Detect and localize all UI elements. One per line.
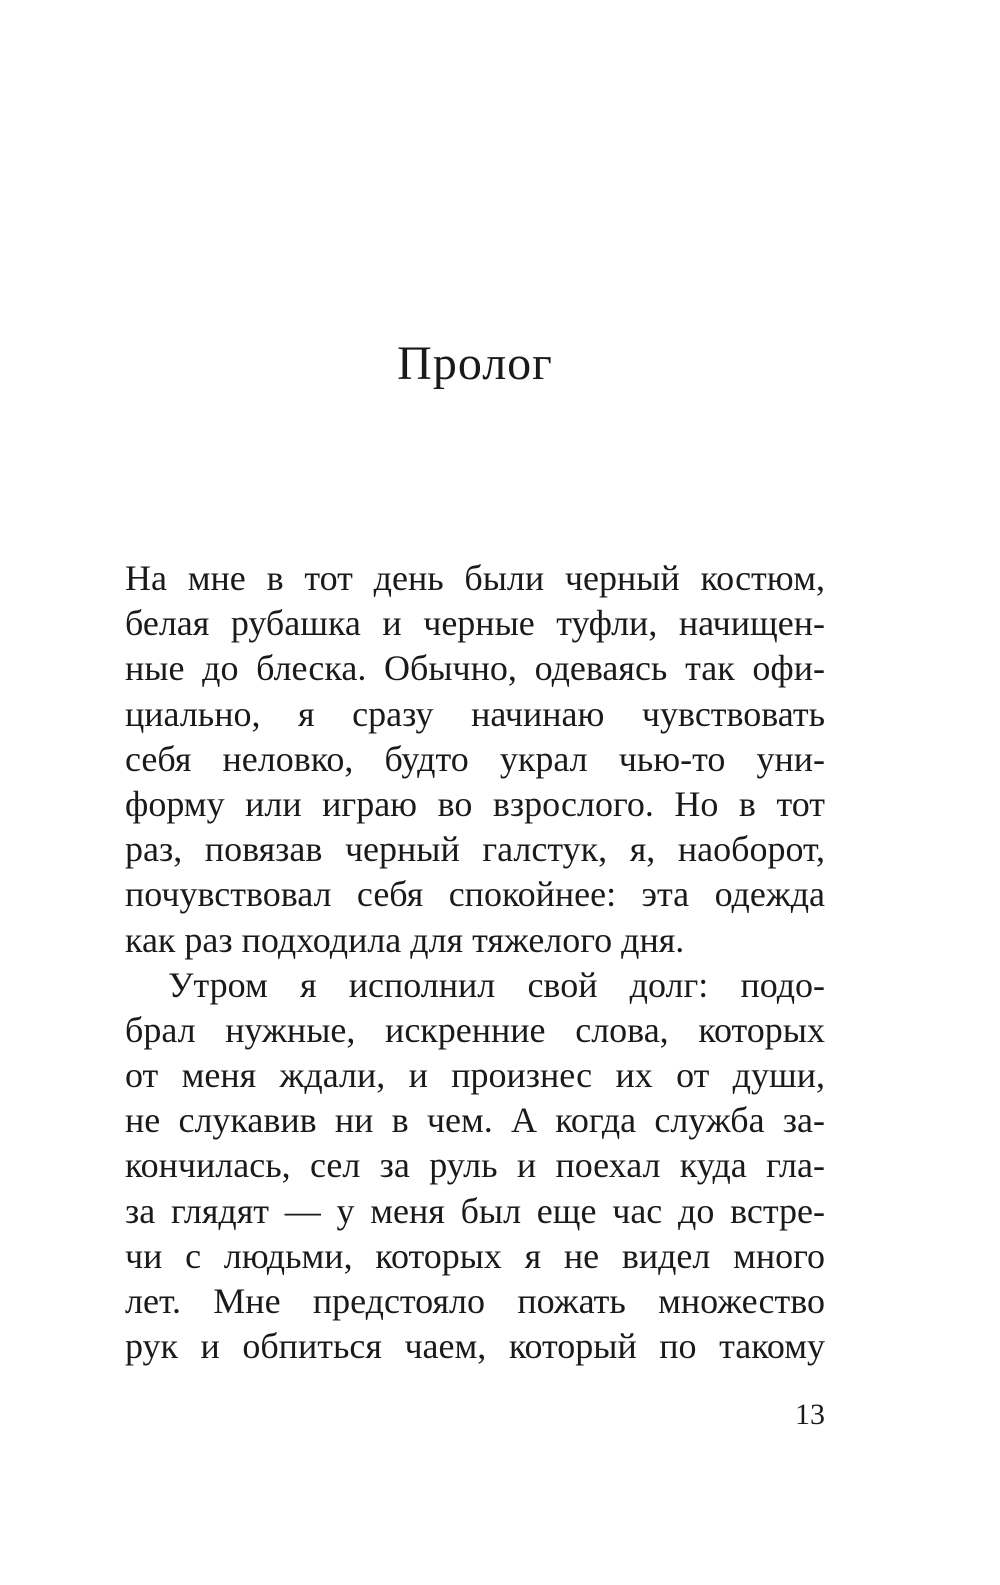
text-line: форму или играю во взрослого. Но в тот bbox=[125, 783, 825, 824]
text-line: белая рубашка и черные туфли, начищен- bbox=[125, 603, 825, 644]
text-line: циально, я сразу начинаю чувствовать bbox=[125, 693, 825, 734]
text-line: от меня ждали, и произнес их от души, bbox=[125, 1055, 825, 1096]
text-line: рук и обпиться чаем, который по такому bbox=[125, 1326, 825, 1367]
text-line: лет. Мне предстояло пожать множество bbox=[125, 1281, 825, 1321]
text-line: как раз подходила для тяжелого дня. bbox=[125, 919, 685, 960]
paragraph-1 bbox=[125, 556, 825, 963]
text-line: за глядят — у меня был еще час до встре- bbox=[125, 1190, 825, 1231]
text-line: не слукавив ни в чем. А когда служба за- bbox=[125, 1100, 825, 1141]
text-line: чи с людьми, которых я не видел много bbox=[125, 1235, 825, 1276]
body-text bbox=[125, 556, 825, 1369]
paragraph-2 bbox=[125, 963, 825, 1370]
text-line: брал нужные, искренние слова, которых bbox=[125, 1009, 825, 1050]
text-line: себя неловко, будто украл чью-то уни- bbox=[125, 738, 825, 779]
text-line: раз, повязав черный галстук, я, наоборот, bbox=[125, 829, 825, 870]
page-number: 13 bbox=[795, 1398, 825, 1431]
text-line: ные до блеска. Обычно, одеваясь так офи- bbox=[125, 648, 825, 689]
text-line: почувствовал себя спокойнее: эта одежда bbox=[125, 874, 825, 915]
text-line: кончилась, сел за руль и поехал куда гла- bbox=[125, 1145, 825, 1186]
text-line: На мне в тот день были черный костюм, bbox=[125, 558, 825, 598]
chapter-title: Пролог bbox=[397, 337, 553, 390]
text-line: Утром я исполнил свой долг: подо- bbox=[168, 964, 825, 1005]
